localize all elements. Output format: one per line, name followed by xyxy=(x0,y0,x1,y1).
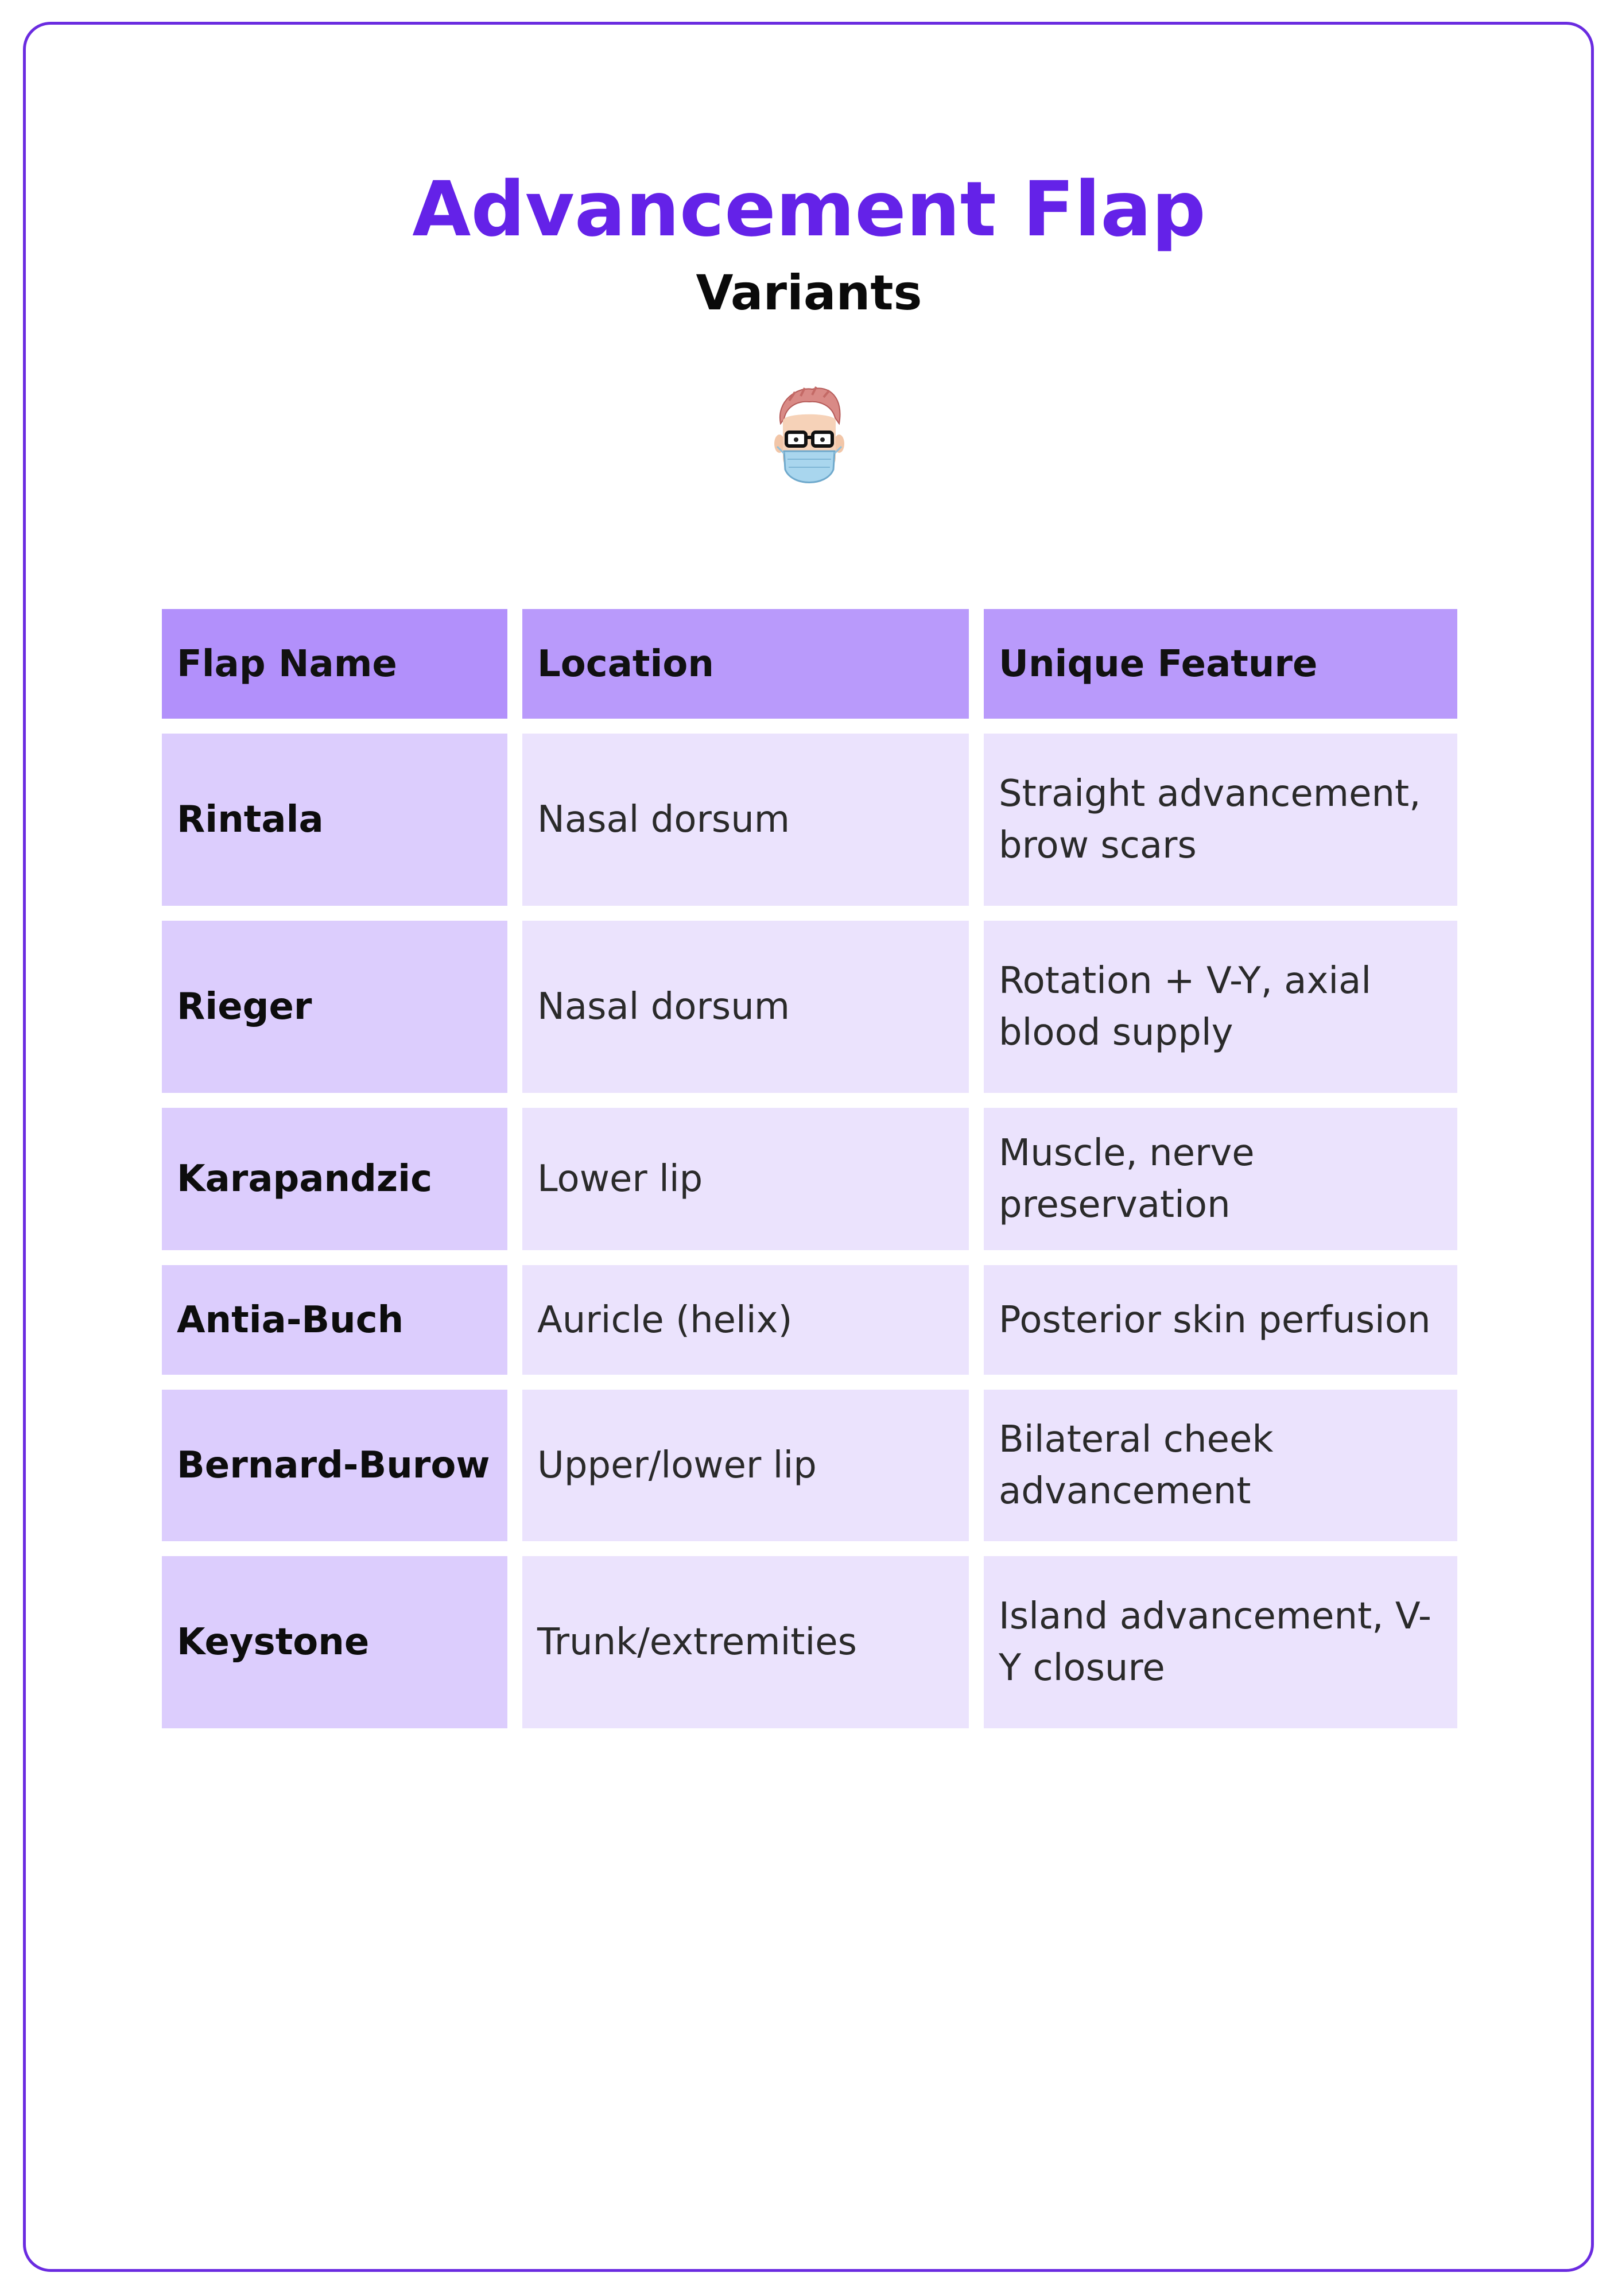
column-header-flap-name: Flap Name xyxy=(162,609,507,719)
column-header-location: Location xyxy=(522,609,969,719)
table-row xyxy=(162,1265,1457,1375)
feature-cell: Island advancement, V-Y closure xyxy=(984,1556,1457,1728)
table-row xyxy=(162,1556,1457,1728)
variants-table xyxy=(162,609,1457,1743)
table-row xyxy=(162,921,1457,1093)
feature-cell: Muscle, nerve preservation xyxy=(984,1108,1457,1250)
location-cell: Trunk/extremities xyxy=(522,1556,969,1728)
flap-name-cell: Keystone xyxy=(162,1556,507,1728)
feature-cell: Straight advancement, brow scars xyxy=(984,734,1457,906)
flap-name-cell: Antia-Buch xyxy=(162,1265,507,1375)
feature-cell: Bilateral cheek advancement xyxy=(984,1390,1457,1541)
location-cell: Auricle (helix) xyxy=(522,1265,969,1375)
location-cell: Nasal dorsum xyxy=(522,734,969,906)
flap-name-cell: Karapandzic xyxy=(162,1108,507,1250)
table-row xyxy=(162,1108,1457,1250)
location-cell: Lower lip xyxy=(522,1108,969,1250)
table-header-row xyxy=(162,609,1457,719)
feature-cell: Posterior skin perfusion xyxy=(984,1265,1457,1375)
page-subtitle: Variants xyxy=(696,265,922,321)
doctor-avatar-icon xyxy=(763,383,855,498)
table-row xyxy=(162,1390,1457,1541)
flap-name-cell: Bernard-Burow xyxy=(162,1390,507,1541)
flap-name-cell: Rieger xyxy=(162,921,507,1093)
column-header-unique-feature: Unique Feature xyxy=(984,609,1457,719)
page-title: Advancement Flap xyxy=(412,165,1206,254)
location-cell: Nasal dorsum xyxy=(522,921,969,1093)
table-row xyxy=(162,734,1457,906)
location-cell: Upper/lower lip xyxy=(522,1390,969,1541)
flap-name-cell: Rintala xyxy=(162,734,507,906)
feature-cell: Rotation + V-Y, axial blood supply xyxy=(984,921,1457,1093)
